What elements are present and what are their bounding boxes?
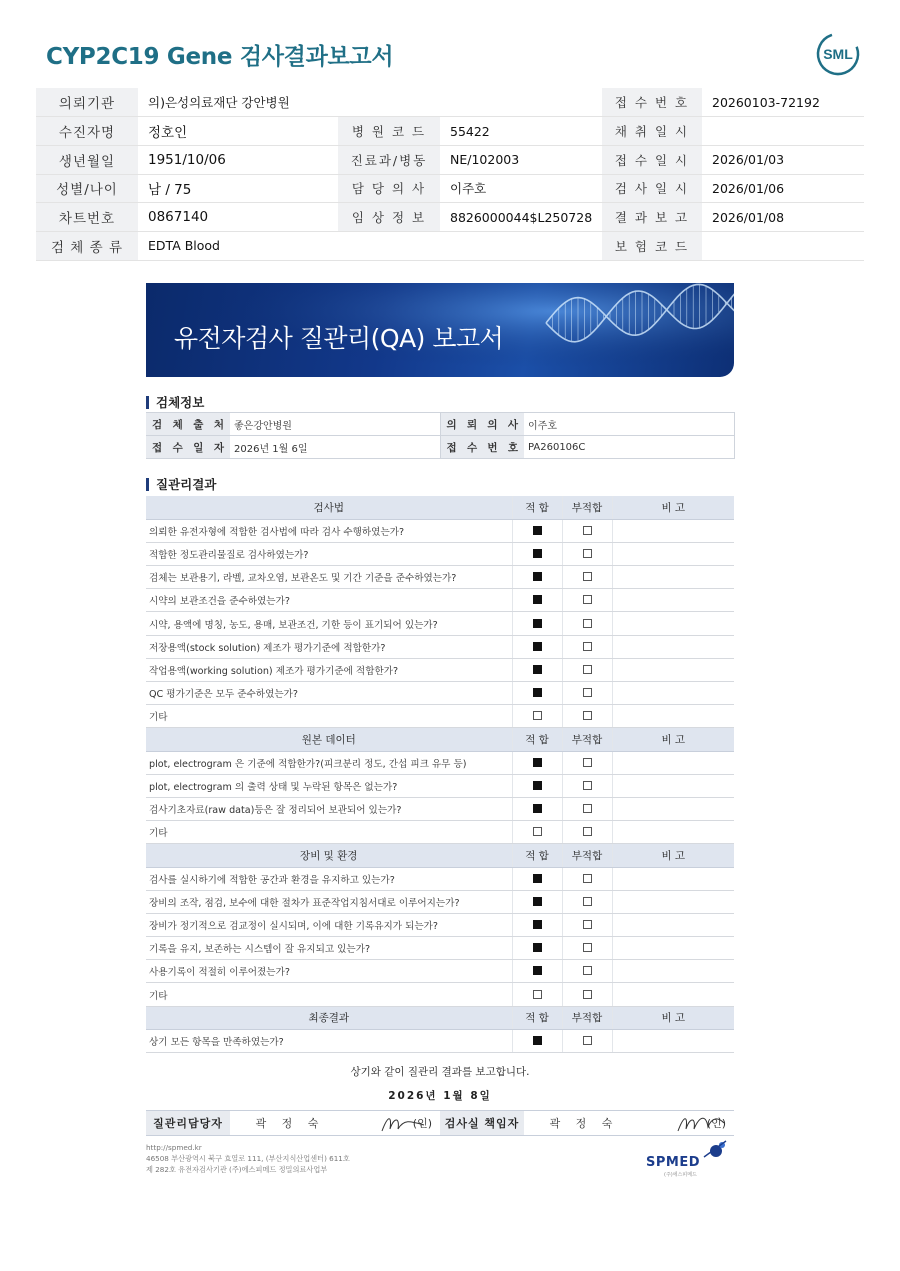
qa-fail-cell (562, 635, 612, 658)
qa-manager-name: 곽 정 숙 (255, 1117, 325, 1130)
unchecked-box-icon (583, 874, 592, 883)
unchecked-box-icon (583, 966, 592, 975)
qa-group-title: 원본 데이터 (146, 728, 512, 751)
qa-fail-cell (562, 797, 612, 820)
unchecked-box-icon (583, 526, 592, 535)
patient-field-value: 남 / 75 (138, 174, 338, 203)
qa-pass-cell (512, 566, 562, 589)
qa-item-row (146, 797, 734, 820)
sml-logo-text: SML (823, 46, 853, 62)
qa-col-pass: 적 합 (512, 844, 562, 867)
footer-url: http://spmed.kr (146, 1143, 202, 1152)
qa-manager-signature (378, 1111, 428, 1136)
qa-pass-cell (512, 797, 562, 820)
qa-item-row (146, 960, 734, 983)
qa-pass-cell (512, 589, 562, 612)
patient-row (36, 88, 864, 117)
qa-fail-cell (562, 774, 612, 797)
qa-item-text: 검체는 보관용기, 라벨, 교차오염, 보관온도 및 기간 기준을 준수하였는가? (146, 566, 512, 589)
unchecked-box-icon (583, 781, 592, 790)
banner-title: 유전자검사 질관리(QA) 보고서 (174, 324, 504, 353)
qa-item-row (146, 821, 734, 844)
patient-field-label: 수진자명 (36, 117, 138, 146)
checked-box-icon (533, 943, 542, 952)
patient-field-label: 담 당 의 사 (338, 174, 440, 203)
patient-field-value: 8826000044$L250728 (440, 203, 602, 232)
qa-note-cell (612, 635, 734, 658)
qa-item-text: 사용기록이 적절히 이루어졌는가? (146, 960, 512, 983)
qa-fail-cell (562, 1029, 612, 1052)
unchecked-box-icon (533, 990, 542, 999)
qa-item-text: 장비가 정기적으로 검교정이 실시되며, 이에 대한 기록유지가 되는가? (146, 913, 512, 936)
qa-col-pass: 적 합 (512, 496, 562, 519)
qa-note-cell (612, 682, 734, 705)
qa-manager-seal-text: (인) (412, 1117, 432, 1130)
qa-col-note: 비 고 (612, 1006, 734, 1029)
qa-note-cell (612, 751, 734, 774)
patient-field-label: 결 과 보 고 (602, 203, 702, 232)
report-title: CYP2C19 Gene 검사결과보고서 (46, 44, 394, 70)
patient-field-label: 성별/나이 (36, 174, 138, 203)
checked-box-icon (533, 966, 542, 975)
qa-note-cell (612, 913, 734, 936)
qa-col-note: 비 고 (612, 728, 734, 751)
qa-pass-cell (512, 658, 562, 681)
qa-col-note: 비 고 (612, 844, 734, 867)
patient-field-label: 차트번호 (36, 203, 138, 232)
unchecked-box-icon (533, 827, 542, 836)
unchecked-box-icon (583, 943, 592, 952)
qa-item-text: QC 평가기준은 모두 준수하였는가? (146, 682, 512, 705)
qa-item-text: plot, electrogram 은 기준에 적합한가?(피크분리 정도, 간섭 피크 유무 등) (146, 751, 512, 774)
checked-box-icon (533, 874, 542, 883)
report-statement: 상기와 같이 질관리 결과를 보고합니다. (350, 1066, 530, 1078)
patient-row (36, 231, 864, 260)
qa-section-title: 질관리결과 (146, 478, 216, 491)
qa-group-header (146, 728, 734, 751)
qa-fail-cell (562, 682, 612, 705)
qa-fail-cell (562, 821, 612, 844)
qa-note-cell (612, 542, 734, 565)
qa-note-cell (612, 797, 734, 820)
patient-field-label: 보 험 코 드 (602, 231, 702, 260)
qa-note-cell (612, 867, 734, 890)
qa-item-row (146, 751, 734, 774)
qa-col-fail: 부적합 (562, 728, 612, 751)
qa-item-text: 적합한 정도관리물질로 검사하였는가? (146, 542, 512, 565)
qa-item-row (146, 913, 734, 936)
qa-item-text: 시약의 보관조건을 준수하였는가? (146, 589, 512, 612)
checked-box-icon (533, 897, 542, 906)
unchecked-box-icon (583, 1036, 592, 1045)
qa-fail-cell (562, 751, 612, 774)
patient-field-value: 2026/01/08 (702, 203, 864, 232)
patient-field-label: 임 상 정 보 (338, 203, 440, 232)
unchecked-box-icon (583, 897, 592, 906)
qa-item-row (146, 867, 734, 890)
qa-note-cell (612, 937, 734, 960)
qa-fail-cell (562, 937, 612, 960)
qa-note-cell (612, 519, 734, 542)
qa-pass-cell (512, 682, 562, 705)
patient-field-label: 검 사 일 시 (602, 174, 702, 203)
patient-field-value (440, 88, 602, 117)
specimen-row (146, 413, 734, 436)
qa-manager-seal (350, 1111, 440, 1136)
patient-field-value: 정호인 (138, 117, 338, 146)
qa-note-cell (612, 658, 734, 681)
qa-group-title: 장비 및 환경 (146, 844, 512, 867)
qa-note-cell (612, 705, 734, 728)
spmed-logo-text: SPMED (646, 1155, 700, 1170)
patient-field-value: 2026/01/03 (702, 145, 864, 174)
qa-fail-cell (562, 705, 612, 728)
patient-info-table (36, 88, 864, 261)
unchecked-box-icon (583, 990, 592, 999)
qa-fail-cell (562, 566, 612, 589)
qa-item-text: 의뢰한 유전자형에 적합한 검사법에 따라 검사 수행하였는가? (146, 519, 512, 542)
qa-item-text: 장비의 조작, 점검, 보수에 대한 절차가 표준작업지침서대로 이루어지는가? (146, 890, 512, 913)
qa-pass-cell (512, 774, 562, 797)
footer-address: 46508 부산광역시 북구 효열로 111, (부산지식산업센터) 611호 (146, 1154, 350, 1163)
specimen-label: 접 수 일 자 (146, 436, 230, 459)
patient-field-label: 채 취 일 시 (602, 117, 702, 146)
lab-chief-signature (674, 1111, 728, 1136)
qa-fail-cell (562, 658, 612, 681)
qa-note-cell (612, 774, 734, 797)
checked-box-icon (533, 526, 542, 535)
qa-item-text: 상기 모든 항목을 만족하였는가? (146, 1029, 512, 1052)
qa-item-row (146, 937, 734, 960)
specimen-label: 검 체 출 처 (146, 413, 230, 436)
checked-box-icon (533, 549, 542, 558)
qa-group-title: 검사법 (146, 496, 512, 519)
qa-note-cell (612, 1029, 734, 1052)
lab-chief-seal-text: (인) (706, 1117, 726, 1130)
qa-pass-cell (512, 519, 562, 542)
qa-note-cell (612, 821, 734, 844)
unchecked-box-icon (583, 549, 592, 558)
qa-col-note: 비 고 (612, 496, 734, 519)
qa-item-text: 기타 (146, 705, 512, 728)
unchecked-box-icon (583, 572, 592, 581)
qa-group-header (146, 1006, 734, 1029)
patient-field-value (702, 231, 864, 260)
qa-col-fail: 부적합 (562, 1006, 612, 1029)
qa-item-row (146, 566, 734, 589)
patient-field-label: 의뢰기관 (36, 88, 138, 117)
patient-field-label: 검 체 종 류 (36, 231, 138, 260)
patient-field-value: 이주호 (440, 174, 602, 203)
qa-fail-cell (562, 960, 612, 983)
footer-info (146, 1142, 350, 1175)
checked-box-icon (533, 781, 542, 790)
qa-pass-cell (512, 751, 562, 774)
qa-item-row (146, 612, 734, 635)
qa-fail-cell (562, 542, 612, 565)
qa-group-title: 최종결과 (146, 1006, 512, 1029)
qa-item-row (146, 635, 734, 658)
qa-item-row (146, 682, 734, 705)
specimen-label: 접 수 번 호 (440, 436, 524, 459)
lab-chief-label: 검사실 책임자 (440, 1111, 524, 1136)
qa-pass-cell (512, 867, 562, 890)
checked-box-icon (533, 688, 542, 697)
checked-box-icon (533, 804, 542, 813)
specimen-label: 의 뢰 의 사 (440, 413, 524, 436)
spmed-logo (646, 1137, 736, 1177)
patient-field-value: 1951/10/06 (138, 145, 338, 174)
qa-note-cell (612, 566, 734, 589)
patient-field-value: 의)은성의료재단 강안병원 (138, 88, 338, 117)
sml-logo (814, 30, 862, 78)
qa-item-text: 검사기초자료(raw data)등은 잘 정리되어 보관되어 있는가? (146, 797, 512, 820)
patient-field-value: NE/102003 (440, 145, 602, 174)
qa-item-row (146, 542, 734, 565)
qa-col-fail: 부적합 (562, 844, 612, 867)
qa-note-cell (612, 589, 734, 612)
checked-box-icon (533, 758, 542, 767)
qa-item-text: 기타 (146, 983, 512, 1006)
qa-note-cell (612, 960, 734, 983)
unchecked-box-icon (583, 665, 592, 674)
qa-item-row (146, 589, 734, 612)
report-header (0, 0, 900, 88)
qa-note-cell (612, 890, 734, 913)
report-date: 2026년 1월 8일 (388, 1090, 492, 1102)
checked-box-icon (533, 642, 542, 651)
specimen-value: 2026년 1월 6일 (230, 436, 440, 459)
qa-item-row (146, 705, 734, 728)
footer-registration: 제 282호 유전자검사기관 (주)에스피메드 정밀의료사업부 (146, 1165, 328, 1174)
lab-chief-name: 곽 정 숙 (549, 1117, 619, 1130)
qa-item-text: 기록을 유지, 보존하는 시스템이 잘 유지되고 있는가? (146, 937, 512, 960)
unchecked-box-icon (583, 804, 592, 813)
checked-box-icon (533, 572, 542, 581)
patient-field-value: 2026/01/06 (702, 174, 864, 203)
spmed-logo-subtext: (주)에스피메드 (664, 1172, 697, 1178)
unchecked-box-icon (533, 711, 542, 720)
signature-table (146, 1110, 734, 1136)
checked-box-icon (533, 1036, 542, 1045)
qa-results-table (146, 496, 734, 1053)
unchecked-box-icon (583, 619, 592, 628)
qa-item-text: plot, electrogram 의 출력 상태 및 누락된 항목은 없는가? (146, 774, 512, 797)
unchecked-box-icon (583, 688, 592, 697)
patient-field-value: 20260103-72192 (702, 88, 864, 117)
specimen-value: PA260106C (524, 436, 734, 459)
qa-pass-cell (512, 612, 562, 635)
qa-pass-cell (512, 542, 562, 565)
patient-row (36, 174, 864, 203)
patient-field-value: 0867140 (138, 203, 338, 232)
specimen-row (146, 436, 734, 459)
unchecked-box-icon (583, 711, 592, 720)
specimen-value: 이주호 (524, 413, 734, 436)
qa-fail-cell (562, 913, 612, 936)
qa-fail-cell (562, 519, 612, 542)
qa-note-cell (612, 612, 734, 635)
checked-box-icon (533, 619, 542, 628)
patient-field-label: 병 원 코 드 (338, 117, 440, 146)
qa-pass-cell (512, 635, 562, 658)
qa-manager-label: 질관리담당자 (146, 1111, 230, 1136)
qa-fail-cell (562, 867, 612, 890)
checked-box-icon (533, 665, 542, 674)
qa-pass-cell (512, 937, 562, 960)
qa-item-row (146, 519, 734, 542)
qa-item-row (146, 1029, 734, 1052)
qa-pass-cell (512, 1029, 562, 1052)
unchecked-box-icon (583, 758, 592, 767)
qa-pass-cell (512, 890, 562, 913)
patient-field-label: 생년월일 (36, 145, 138, 174)
qa-pass-cell (512, 705, 562, 728)
qa-pass-cell (512, 960, 562, 983)
patient-field-label: 진료과/병동 (338, 145, 440, 174)
unchecked-box-icon (583, 595, 592, 604)
qa-fail-cell (562, 983, 612, 1006)
qa-item-text: 기타 (146, 821, 512, 844)
qa-pass-cell (512, 821, 562, 844)
qa-pass-cell (512, 983, 562, 1006)
qa-fail-cell (562, 589, 612, 612)
qa-item-row (146, 983, 734, 1006)
qa-item-row (146, 774, 734, 797)
lab-chief-seal (644, 1111, 734, 1136)
qa-col-pass: 적 합 (512, 1006, 562, 1029)
qa-pass-cell (512, 913, 562, 936)
qa-col-fail: 부적합 (562, 496, 612, 519)
patient-field-label (338, 88, 440, 117)
qa-group-header (146, 844, 734, 867)
patient-field-value (702, 117, 864, 146)
qa-col-pass: 적 합 (512, 728, 562, 751)
patient-row (36, 117, 864, 146)
qa-fail-cell (562, 612, 612, 635)
patient-field-label: 접 수 번 호 (602, 88, 702, 117)
patient-field-value: EDTA Blood (138, 231, 338, 260)
qa-group-header (146, 496, 734, 519)
patient-field-label: 접 수 일 시 (602, 145, 702, 174)
unchecked-box-icon (583, 920, 592, 929)
qa-item-text: 작업용액(working solution) 제조가 평가기준에 적합한가? (146, 658, 512, 681)
qa-note-cell (612, 983, 734, 1006)
checked-box-icon (533, 920, 542, 929)
patient-field-label (338, 231, 440, 260)
qa-item-row (146, 890, 734, 913)
patient-field-value: 55422 (440, 117, 602, 146)
patient-field-value (440, 231, 602, 260)
checked-box-icon (533, 595, 542, 604)
unchecked-box-icon (583, 642, 592, 651)
qa-item-text: 저장용액(stock solution) 제조가 평가기준에 적합한가? (146, 635, 512, 658)
patient-row (36, 203, 864, 232)
specimen-section-title: 검체정보 (146, 396, 204, 409)
unchecked-box-icon (583, 827, 592, 836)
specimen-value: 좋은강안병원 (230, 413, 440, 436)
qa-item-text: 시약, 용액에 명칭, 농도, 용매, 보관조건, 기한 등이 표기되어 있는가? (146, 612, 512, 635)
specimen-info-table (146, 412, 735, 459)
patient-row (36, 145, 864, 174)
qa-item-row (146, 658, 734, 681)
qa-fail-cell (562, 890, 612, 913)
qa-banner (146, 283, 734, 377)
qa-item-text: 검사를 실시하기에 적합한 공간과 환경을 유지하고 있는가? (146, 867, 512, 890)
